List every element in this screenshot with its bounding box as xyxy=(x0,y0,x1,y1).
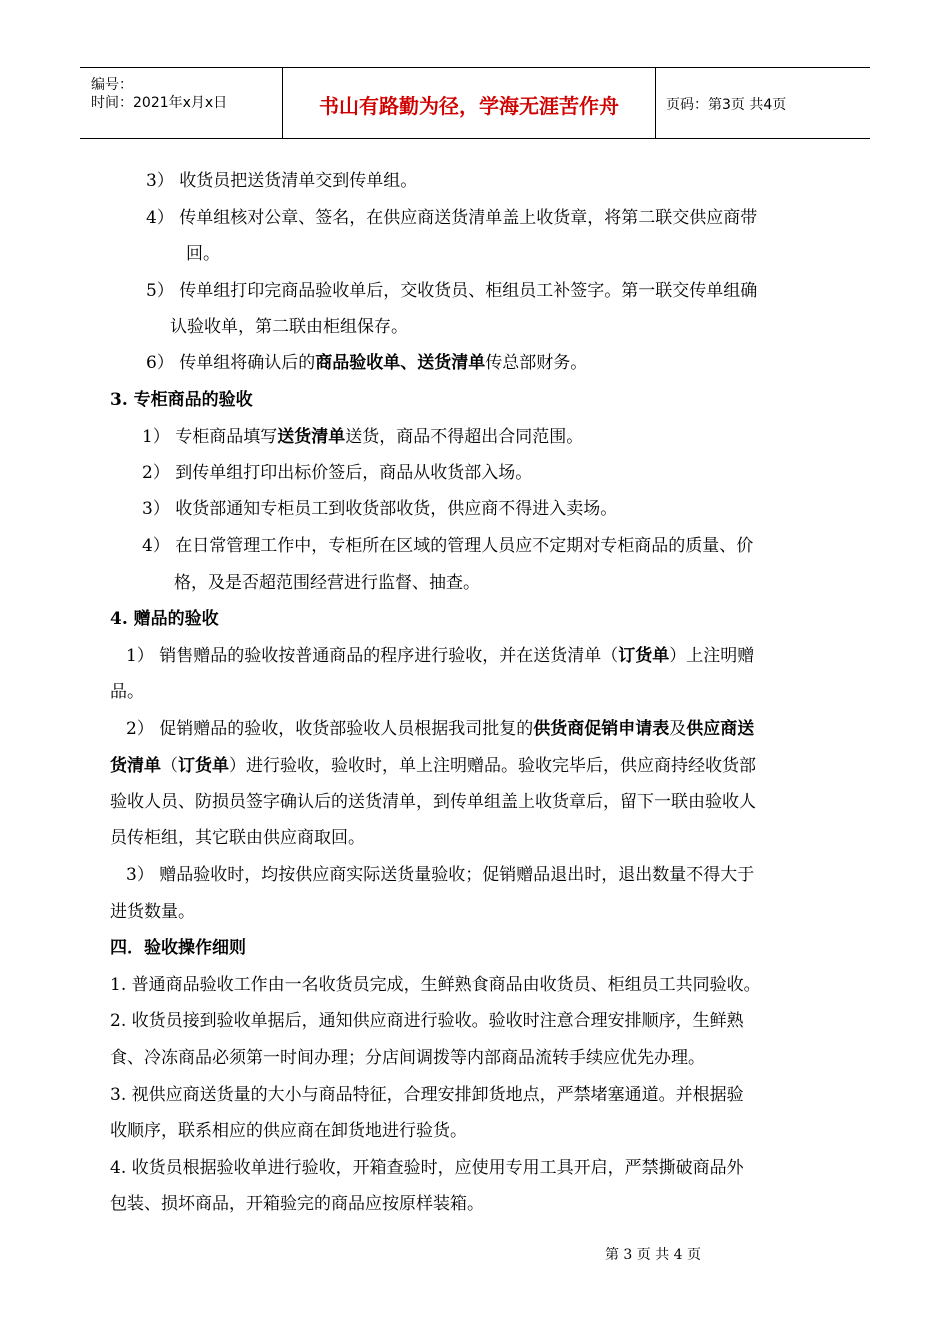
header-motto-cell xyxy=(282,68,656,138)
bold-text-run: 送货清单 xyxy=(277,427,346,447)
section-heading: 4. 赠品的验收 xyxy=(110,609,219,629)
bold-text-run: 货清单 xyxy=(110,756,161,776)
paragraph-line: 食、冷冻商品必须第一时间办理；分店间调拨等内部商品流转手续应优先办理。 xyxy=(110,1048,705,1068)
text-run: 送货，商品不得超出合同范围。 xyxy=(345,427,584,447)
paragraph-line: 进货数量。 xyxy=(110,902,195,922)
text-run: 传总部财务。 xyxy=(485,353,588,373)
list-item: 4） 在日常管理工作中，专柜所在区域的管理人员应不定期对专柜商品的质量、价 xyxy=(142,536,754,556)
text-run: 1） 销售赠品的验收按普通商品的程序进行验收，并在送货清单（ xyxy=(126,646,619,666)
motto-text: 书山有路勤为径，学海无涯苦作舟 xyxy=(319,94,619,118)
text-run: （ xyxy=(161,756,178,776)
list-item: 4） 传单组核对公章、签名，在供应商送货清单盖上收货章，将第二联交供应商带 xyxy=(146,208,758,228)
paragraph-line: 收顺序，联系相应的供应商在卸货地进行验货。 xyxy=(110,1121,467,1141)
header-left-cell xyxy=(80,68,282,138)
paragraph-line xyxy=(126,717,754,741)
paragraph-line: 验收人员、防损员签字确认后的送货清单，到传单组盖上收货章后，留下一联由验收人 xyxy=(110,792,756,812)
list-item xyxy=(142,425,583,449)
list-item xyxy=(146,351,587,375)
text-run: ）进行验收，验收时，单上注明赠品。验收完毕后，供应商持经收货部 xyxy=(229,756,756,776)
paragraph-line: 2. 收货员接到验收单据后，通知供应商进行验收。验收时注意合理安排顺序，生鲜熟 xyxy=(110,1011,744,1031)
time-label: 时间：2021年x月x日 xyxy=(91,95,228,111)
list-item-continuation: 回。 xyxy=(186,244,220,264)
bold-text-run: 商品验收单、送货清单 xyxy=(315,353,486,373)
bold-text-run: 供货商促销申请表 xyxy=(533,719,670,739)
page-footer xyxy=(0,1244,950,1264)
list-item-continuation: 认验收单，第二联由柜组保存。 xyxy=(170,317,408,337)
text-run: 1） 专柜商品填写 xyxy=(142,427,278,447)
paragraph-line: 1. 普通商品验收工作由一名收货员完成，生鲜熟食商品由收货员、柜组员工共同验收。 xyxy=(110,975,761,995)
text-run: 6） 传单组将确认后的 xyxy=(146,353,316,373)
page-header xyxy=(80,67,870,139)
footer-page-number: 第 3 页 共 4 页 xyxy=(604,1247,702,1263)
page-label: 页码：第3页 共4页 xyxy=(666,97,787,113)
paragraph-line: 包装、损坏商品，开箱验完的商品应按原样装箱。 xyxy=(110,1194,484,1214)
section-heading: 3. 专柜商品的验收 xyxy=(110,390,253,410)
list-item: 3） 收货员把送货清单交到传单组。 xyxy=(146,171,418,191)
text-run: ）上注明赠 xyxy=(669,646,755,666)
bold-text-run: 订货单 xyxy=(618,646,670,666)
list-item: 5） 传单组打印完商品验收单后，交收货员、柜组员工补签字。第一联交传单组确 xyxy=(146,281,758,301)
paragraph-line: 4. 收货员根据验收单进行验收，开箱查验时，应使用专用工具开启，严禁撕破商品外 xyxy=(110,1158,744,1178)
bold-text-run: 订货单 xyxy=(178,756,229,776)
text-run: 及 xyxy=(669,719,687,739)
paragraph-line xyxy=(110,754,756,778)
text-run: 2） 促销赠品的验收，收货部验收人员根据我司批复的 xyxy=(126,719,534,739)
bold-text-run: 供应商送 xyxy=(686,719,755,739)
paragraph-line: 3. 视供应商送货量的大小与商品特征，合理安排卸货地点，严禁堵塞通道。并根据验 xyxy=(110,1085,744,1105)
paragraph-line: 品。 xyxy=(110,682,144,702)
serial-label: 编号： xyxy=(91,77,133,93)
header-right-cell xyxy=(654,68,870,138)
list-item: 2） 到传单组打印出标价签后，商品从收货部入场。 xyxy=(142,463,533,483)
paragraph-line xyxy=(126,644,754,668)
list-item-continuation: 格，及是否超范围经营进行监督、抽查。 xyxy=(174,573,480,593)
chapter-heading: 四．验收操作细则 xyxy=(110,938,246,958)
list-item: 3） 收货部通知专柜员工到收货部收货，供应商不得进入卖场。 xyxy=(142,499,618,519)
paragraph-line: 3） 赠品验收时，均按供应商实际送货量验收；促销赠品退出时，退出数量不得大于 xyxy=(126,865,755,885)
paragraph-line: 员传柜组，其它联由供应商取回。 xyxy=(110,828,365,848)
